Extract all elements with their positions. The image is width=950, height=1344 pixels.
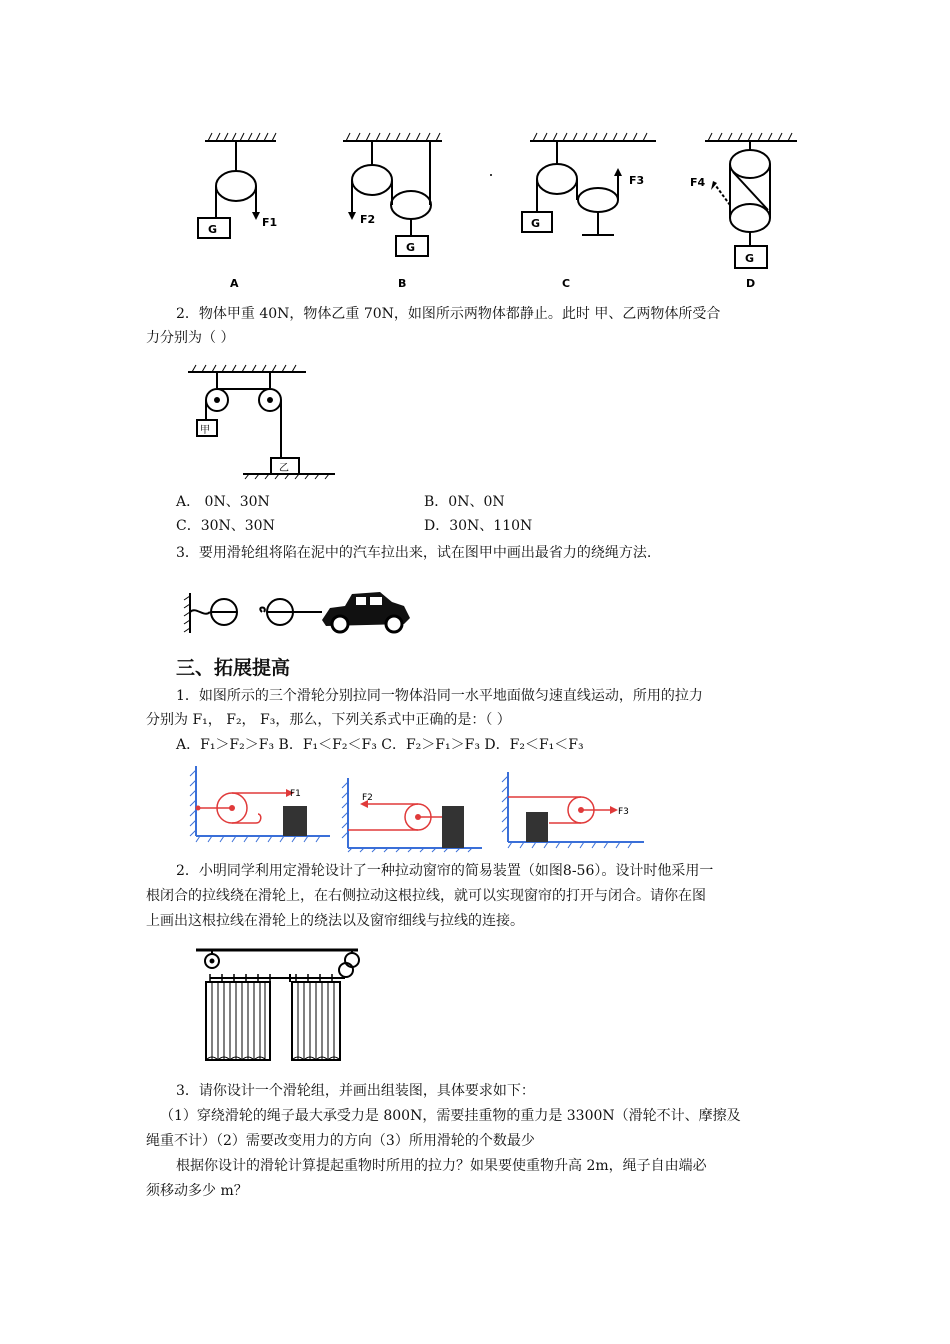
s3-p1-options: A．F₁＞F₂＞F₃ B．F₁＜F₂＜F₃ C．F₂＞F₁＞F₃ D．F₂＜F₁＜F₃ [176,737,584,753]
s3-p3-line5: 须移动多少 m？ [146,1183,248,1199]
car-pulley-figure [0,578,950,648]
force-f3: F3 [629,174,645,187]
force-f4: F4 [690,176,706,189]
label-c: C [562,277,571,290]
s3-p3-line1: 3．请你设计一个滑轮组，并画出组装图，具体要求如下： [176,1083,535,1099]
label-d: D [746,277,756,290]
force-f1: F1 [262,216,278,229]
q2-option-a: A． 0N、30N [176,494,270,510]
pulley-figure-1 [0,0,950,300]
box-jia: 甲 [200,425,210,436]
label-b: B [398,277,407,290]
q2-option-c: C．30N、30N [176,518,275,534]
s3-p2-line2: 根闭合的拉线绕在滑轮上，在右侧拉动这根拉线，就可以实现窗帘的打开与闭合。请你在图 [146,888,706,904]
q2-option-d: D．30N、110N [424,518,533,534]
q2-line2: 力分别为（ ） [146,330,235,346]
weight-box-a: G [208,223,218,236]
q2-option-b: B．0N、0N [424,494,505,510]
s3-p3-line3: 绳重不计）（2）需要改变用力的方向（3）所用滑轮的个数最少 [146,1133,535,1149]
force-f2: F2 [360,213,376,226]
q2-pulley-figure [0,360,950,480]
weight-box-b: G [406,241,416,254]
s3-p2-line3: 上画出这根拉线在滑轮上的绕法以及窗帘细线与拉线的连接。 [146,913,524,929]
s3-p3-line4: 根据你设计的滑轮计算提起重物时所用的拉力？如果要使重物升高 2m，绳子自由端必 [176,1158,707,1174]
s3-p3-line2: （1）穿绕滑轮的绳子最大承受力是 800N，需要挂重物的重力是 3300N（滑轮不计、摩擦及 [160,1108,741,1124]
curtain-figure [0,940,950,1070]
section-heading: 三、拓展提高 [176,657,291,679]
label-a: A [230,277,239,290]
q2-line1: 2．物体甲重 40N，物体乙重 70N，如图所示两物体都静止。此时 甲、乙两物体所受合 [176,306,721,322]
force-label-f1: F1 [290,789,301,799]
horizontal-pulley-figure [0,762,950,852]
s3-p2-line1: 2．小明同学利用定滑轮设计了一种拉动窗帘的简易装置（如图8-56）。设计时他采用一 [176,863,714,879]
q3-line1: 3．要用滑轮组将陷在泥中的汽车拉出来，试在图甲中画出最省力的绕绳方法. [176,545,652,561]
s3-p1-line1: 1．如图所示的三个滑轮分别拉同一物体沿同一水平地面做匀速直线运动，所用的拉力 [176,688,703,704]
weight-box-c: G [531,217,541,230]
weight-box-d: G [745,252,755,265]
box-yi: 乙 [279,463,289,474]
force-label-f2: F2 [362,793,373,803]
force-label-f3: F3 [618,807,629,817]
s3-p1-line2: 分别为 F₁， F₂， F₃，那么，下列关系式中正确的是：（ ） [146,712,511,728]
